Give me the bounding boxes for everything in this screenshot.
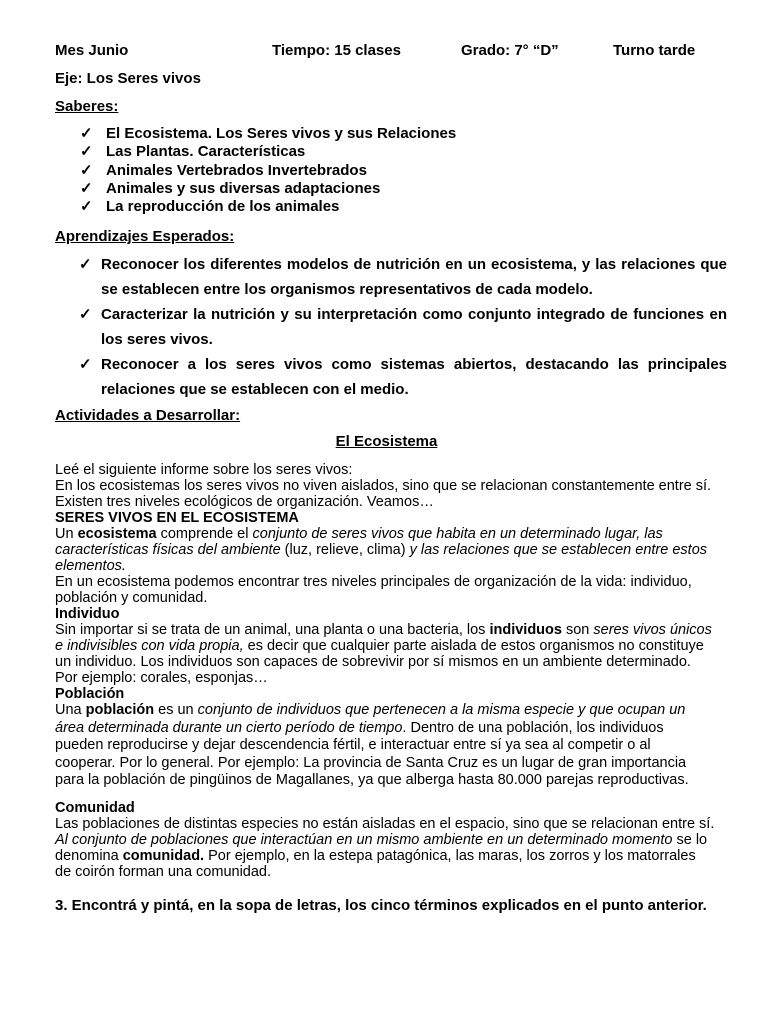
comunidad-paragraph: Las poblaciones de distintas especies no están aisladas en el espacio, sino que se relacionan entre sí. Al conjunto de poblaciones que interactúan en un mismo ambiente en un determinado momento se lo denomina comunidad. Por ejemplo, en la estepa patagónica, las maras, los zorros y los matorrales de coirón forman una comunidad. bbox=[55, 816, 715, 880]
individuo-heading: Individuo bbox=[55, 606, 120, 622]
header-tiempo: Tiempo: 15 clases bbox=[272, 42, 401, 59]
saberes-list bbox=[55, 125, 456, 216]
consigna-3: 3. Encontrá y pintá, en la sopa de letras, los cinco términos explicados en el punto anterior. bbox=[55, 897, 707, 914]
intro-paragraph: En los ecosistemas los seres vivos no viven aislados, sino que se relacionan constantemente entre sí. Existen tres niveles ecológicos de organización. Veamos… bbox=[55, 478, 712, 510]
check-icon: ✓ bbox=[79, 256, 92, 273]
check-icon: ✓ bbox=[79, 306, 92, 323]
ecosistema-definition: Un ecosistema comprende el conjunto de seres vivos que habita en un determinado lugar, las características físicas del ambiente (luz, relieve, clima) y las relaciones que se establecen entre estos elementos. bbox=[55, 526, 708, 574]
eje-line: Eje: Los Seres vivos bbox=[55, 70, 201, 87]
check-icon: ✓ bbox=[80, 179, 93, 197]
list-item bbox=[55, 180, 456, 198]
aprendizaje-item: Caracterizar la nutrición y su interpretación como conjunto integrado de funciones en los seres vivos. bbox=[101, 306, 727, 348]
saberes-item: El Ecosistema. Los Seres vivos y sus Relaciones bbox=[106, 125, 457, 142]
informe-block bbox=[55, 462, 715, 790]
check-icon: ✓ bbox=[80, 143, 93, 161]
comunidad-block bbox=[55, 800, 715, 880]
saberes-item: Animales y sus diversas adaptaciones bbox=[106, 179, 381, 197]
header-mes: Mes Junio bbox=[55, 42, 129, 59]
check-icon: ✓ bbox=[80, 161, 93, 179]
check-icon: ✓ bbox=[80, 125, 93, 142]
aprendizajes-heading: Aprendizajes Esperados: bbox=[55, 228, 235, 245]
poblacion-heading: Población bbox=[55, 686, 125, 702]
saberes-heading: Saberes: bbox=[55, 98, 119, 115]
poblacion-paragraph: Una población es un conjunto de individuos que pertenecen a la misma especie y que ocupan un área determinada durante un cierto período de tiempo. Dentro de una población, los individuos pueden reproducirse y dejar descendencia fértil, e interactuar entre sí ya sea al competir o al cooperar. Por lo general. Por ejemplo: La provincia de Santa Cruz es un lugar de gran importancia para la población de pingüinos de Magallanes, ya que alberga hasta 80.000 parejas reproductivas. bbox=[55, 702, 689, 789]
individuo-paragraph: Sin importar si se trata de un animal, una planta o una bacteria, los individuos son seres vivos únicos e indivisibles con vida propia, es decir que cualquier parte aislada de estos organismos no constituye un individuo. Los individuos son capaces de sobrevivir por sí mismos en un ambiente determinado. Por ejemplo: corales, esponjas… bbox=[55, 622, 712, 686]
actividades-heading: Actividades a Desarrollar: bbox=[55, 407, 241, 424]
saberes-item: La reproducción de los animales bbox=[106, 198, 340, 216]
list-item bbox=[55, 302, 727, 352]
aprendizajes-list bbox=[55, 252, 727, 402]
saberes-item: Animales Vertebrados Invertebrados bbox=[106, 161, 367, 179]
aprendizaje-item: Reconocer a los seres vivos como sistemas abiertos, destacando las principales relaciones que se establecen con el medio. bbox=[101, 356, 727, 398]
check-icon: ✓ bbox=[79, 356, 92, 373]
aprendizaje-item: Reconocer los diferentes modelos de nutrición en un ecosistema, y las relaciones que se establecen entre los organismos representativos de cada modelo. bbox=[101, 256, 727, 298]
list-item bbox=[55, 252, 727, 302]
seres-vivos-heading: SERES VIVOS EN EL ECOSISTEMA bbox=[55, 510, 299, 526]
niveles-paragraph: En un ecosistema podemos encontrar tres niveles principales de organización de la vida: individuo, población y comunidad. bbox=[55, 574, 692, 606]
header-turno: Turno tarde bbox=[613, 42, 696, 59]
comunidad-heading: Comunidad bbox=[55, 800, 135, 816]
check-icon: ✓ bbox=[80, 198, 93, 216]
saberes-item: Las Plantas. Características bbox=[106, 143, 306, 161]
list-item bbox=[55, 162, 456, 180]
list-item bbox=[55, 125, 456, 143]
list-item bbox=[55, 198, 456, 216]
list-item bbox=[55, 352, 727, 402]
list-item bbox=[55, 143, 456, 161]
header-grado: Grado: 7° “D” bbox=[461, 42, 559, 59]
ecosistema-title: El Ecosistema bbox=[335, 433, 438, 450]
intro-line: Leé el siguiente informe sobre los seres vivos: bbox=[55, 462, 353, 478]
